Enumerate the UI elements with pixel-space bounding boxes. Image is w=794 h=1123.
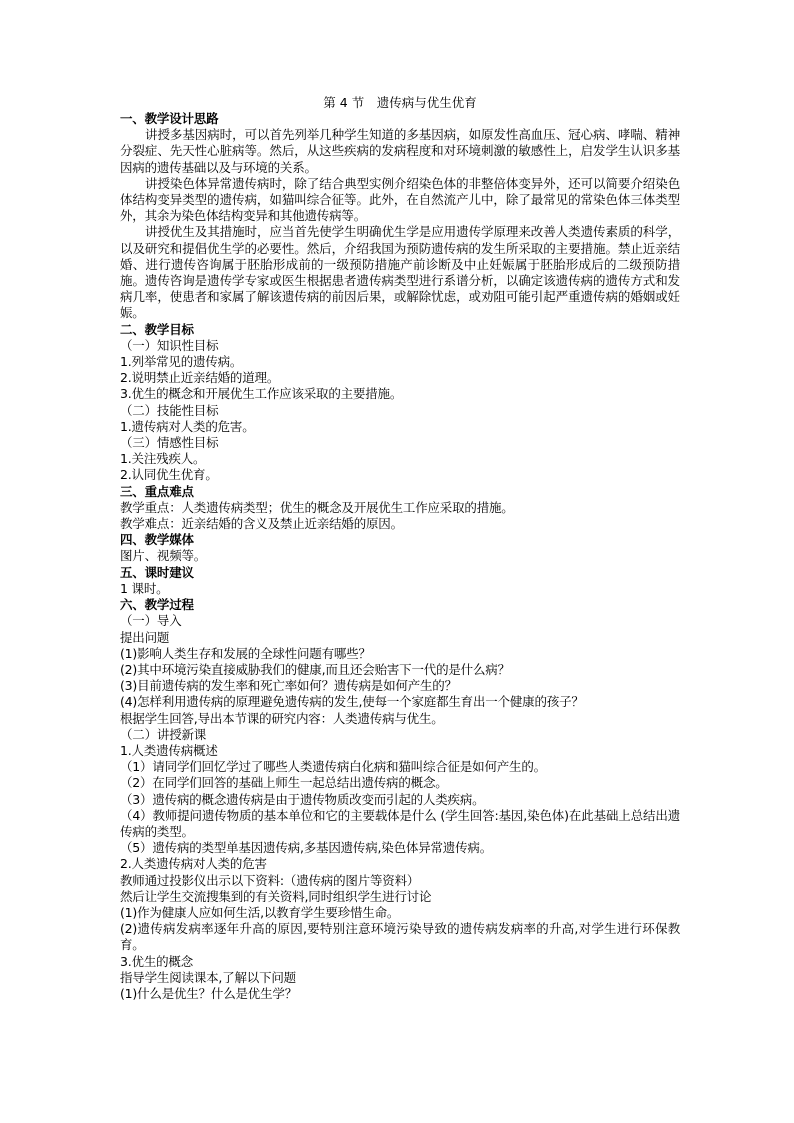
- list-item: (1)什么是优生？什么是优生学？: [120, 985, 298, 1001]
- list-item: (4)怎样利用遗传病的原理避免遗传病的发生,使每一个家庭都生育出一个健康的孩子？: [120, 694, 584, 710]
- key-point-text: 教学重点：人类遗传病类型；优生的概念及开展优生工作应采取的措施。: [120, 499, 514, 515]
- paragraph-eugenics: 讲授优生及其措施时，应当首先使学生明确优生学是应用遗传学原理来改善人类遗传素质的科学，以及研究和提倡优生学的必要性。然后，介绍我国为预防遗传病的发生所采取的主要措施。禁止近亲结婚、进行遗传咨询属于胚胎形成前的一级预防措施产前诊断及中止妊娠属于胚胎形成后的二级预防措施。遗传咨询是遗传学专家或医生根据患者遗传病类型进行系谱分析，以确定该遗传病的遗传方式和发病几率，使患者和家属了解该遗传病的前因后果，或解除忧虑，或劝阻可能引起严重遗传病的婚姻或妊娠。: [120, 224, 680, 321]
- topic-heading: 3.优生的概念: [120, 953, 194, 969]
- list-item: (1)作为健康人应如何生活,以教育学生要珍惜生命。: [120, 904, 400, 920]
- list-item: (3)目前遗传病的发生率和死亡率如何？遗传病是如何产生的？: [120, 678, 457, 694]
- section-heading-keypoints: 三、重点难点: [120, 483, 194, 499]
- subheading-intro: （一）导入: [120, 613, 182, 629]
- difficult-point-text: 教学难点：近亲结婚的含义及禁止近亲结婚的原因。: [120, 516, 403, 532]
- document-page: [120, 95, 680, 1002]
- list-item: 指导学生阅读课本,了解以下问题: [120, 969, 296, 985]
- list-item: (1)影响人类生存和发展的全球性问题有哪些？: [120, 645, 371, 661]
- list-item: 2.说明禁止近亲结婚的道理。: [120, 370, 280, 386]
- list-item: 然后让学生交流搜集到的有关资料,同时组织学生进行讨论: [120, 888, 432, 904]
- ask-question-label: 提出问题: [120, 629, 170, 645]
- list-item: (2)其中环境污染直接威胁我们的健康,而且还会贻害下一代的是什么病？: [120, 661, 510, 677]
- section-heading-design: 一、教学设计思路: [120, 111, 219, 126]
- list-item: （5）遗传病的类型单基因遗传病,多基因遗传病,染色体异常遗传病。: [120, 840, 493, 856]
- list-item: 1.列举常见的遗传病。: [120, 354, 243, 370]
- list-item: 3.优生的概念和开展优生工作应该采取的主要措施。: [120, 386, 403, 402]
- lead-text: 根据学生回答,导出本节课的研究内容：人类遗传病与优生。: [120, 710, 444, 726]
- list-item: （1）请同学们回忆学过了哪些人类遗传病白化病和猫叫综合征是如何产生的。: [120, 759, 546, 775]
- section-heading-process: 六、教学过程: [120, 597, 194, 613]
- topic-heading: 1.人类遗传病概述: [120, 742, 218, 758]
- list-item: 1.遗传病对人类的危害。: [120, 418, 255, 434]
- list-item: （2）在同学们回答的基础上师生一起总结出遗传病的概念。: [120, 775, 448, 791]
- subheading-new-lesson: （二）讲授新课: [120, 726, 207, 742]
- subheading-knowledge: （一）知识性目标: [120, 337, 219, 353]
- subheading-skill: （二）技能性目标: [120, 402, 219, 418]
- list-item: 教师通过投影仪出示以下资料:（遗传病的图片等资料）: [120, 872, 420, 888]
- section-heading-media: 四、教学媒体: [120, 532, 194, 548]
- list-item: (2)遗传病发病率逐年升高的原因,要特别注意环境污染导致的遗传病发病率的升高,对学生进行环保教育。: [120, 921, 680, 953]
- section-heading-hours: 五、课时建议: [120, 564, 194, 580]
- subheading-emotion: （三）情感性目标: [120, 435, 219, 451]
- page-title: 第 4 节 遗传病与优生优育: [323, 95, 477, 110]
- list-item: （4）教师提问遗传物质的基本单位和它的主要载体是什么 (学生回答:基因,染色体)在此基础上总结出遗传病的类型。: [120, 807, 680, 839]
- topic-heading: 2.人类遗传病对人类的危害: [120, 856, 267, 872]
- media-text: 图片、视频等。: [120, 548, 207, 564]
- list-item: 2.认同优生优育。: [120, 467, 218, 483]
- hours-text: 1 课时。: [120, 580, 169, 596]
- list-item: （3）遗传病的概念遗传病是由于遗传物质改变而引起的人类疾病。: [120, 791, 485, 807]
- paragraph-chromosome: 讲授染色体异常遗传病时，除了结合典型实例介绍染色体的非整倍体变异外，还可以简要介绍染色体结构变异类型的遗传病，如猫叫综合征等。此外，在自然流产儿中，除了最常见的常染色体三体类型外，其余为染色体结构变异和其他遗传病等。: [120, 175, 680, 224]
- section-heading-goals: 二、教学目标: [120, 321, 194, 337]
- list-item: 1.关注残疾人。: [120, 451, 206, 467]
- paragraph-multigene: 讲授多基因病时，可以首先列举几种学生知道的多基因病，如原发性高血压、冠心病、哮喘、精神分裂症、先天性心脏病等。然后，从这些疾病的发病程度和对环境刺激的敏感性上，启发学生认识多基因病的遗传基础以及与环境的关系。: [120, 127, 680, 175]
